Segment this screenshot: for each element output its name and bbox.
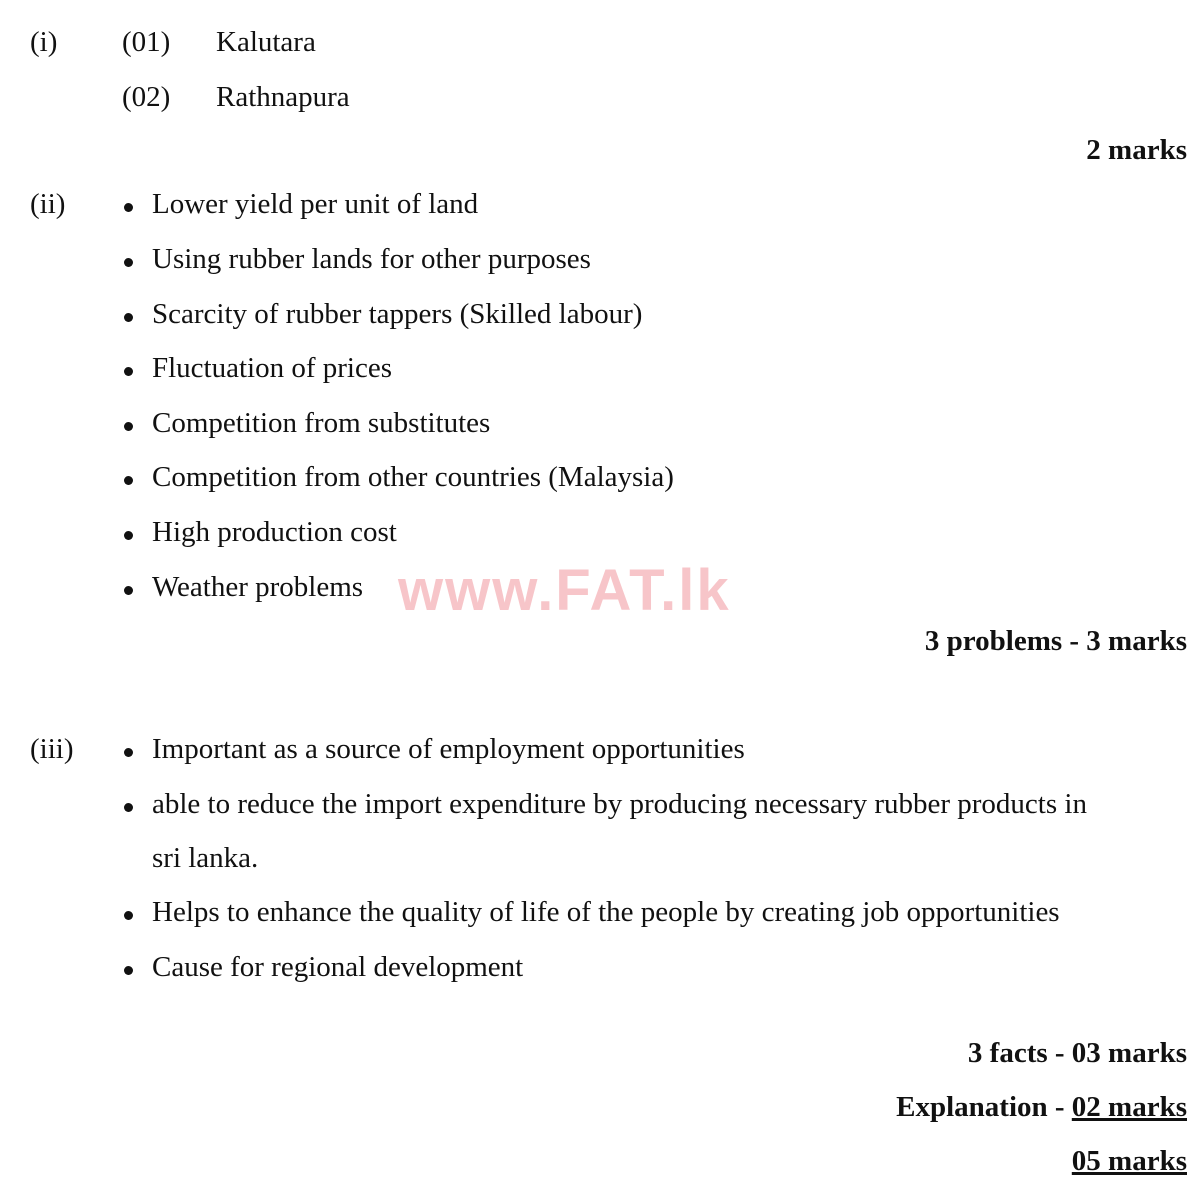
part-ii-marks: 3 problems - 3 marks xyxy=(924,625,1187,657)
list-item: Fluctuation of prices xyxy=(152,352,393,384)
list-item: able to reduce the import expenditure by producing necessary rubber products in xyxy=(152,788,1087,820)
part-i-label: (i) xyxy=(30,26,58,58)
bullet-icon xyxy=(124,803,133,812)
bullet-icon xyxy=(124,476,133,485)
list-item: Helps to enhance the quality of life of the people by creating job opportunities xyxy=(152,896,1060,928)
total-marks: 05 marks xyxy=(1071,1145,1187,1177)
bullet-icon xyxy=(124,911,133,920)
list-item-continuation: sri lanka. xyxy=(152,842,259,874)
list-item: Cause for regional development xyxy=(152,951,524,983)
list-item: Using rubber lands for other purposes xyxy=(152,243,591,275)
part-i-marks: 2 marks xyxy=(1086,134,1187,166)
bullet-icon xyxy=(124,258,133,267)
explanation-marks-line xyxy=(896,1093,1187,1122)
list-item: Weather problems xyxy=(152,571,364,603)
bullet-icon xyxy=(124,586,133,595)
explanation-marks: 02 marks xyxy=(1071,1091,1187,1123)
facts-marks: 3 facts - 03 marks xyxy=(967,1037,1187,1069)
explanation-label: Explanation - xyxy=(896,1091,1072,1123)
answer-text: Rathnapura xyxy=(216,81,350,113)
bullet-icon xyxy=(124,203,133,212)
answer-number: (01) xyxy=(122,26,171,58)
list-item: High production cost xyxy=(152,516,397,548)
bullet-icon xyxy=(124,531,133,540)
part-iii-label: (iii) xyxy=(30,733,74,765)
part-ii-label: (ii) xyxy=(30,188,66,220)
bullet-icon xyxy=(124,748,133,757)
bullet-icon xyxy=(124,966,133,975)
list-item: Important as a source of employment opportunities xyxy=(152,733,745,765)
list-item: Competition from substitutes xyxy=(152,407,491,439)
answer-text: Kalutara xyxy=(216,26,316,58)
watermark: www.FAT.lk xyxy=(398,558,731,623)
answer-number: (02) xyxy=(122,81,171,113)
list-item: Lower yield per unit of land xyxy=(152,188,479,220)
bullet-icon xyxy=(124,367,133,376)
list-item: Scarcity of rubber tappers (Skilled labour) xyxy=(152,298,643,330)
bullet-icon xyxy=(124,313,133,322)
list-item: Competition from other countries (Malaysia) xyxy=(152,461,674,493)
bullet-icon xyxy=(124,422,133,431)
